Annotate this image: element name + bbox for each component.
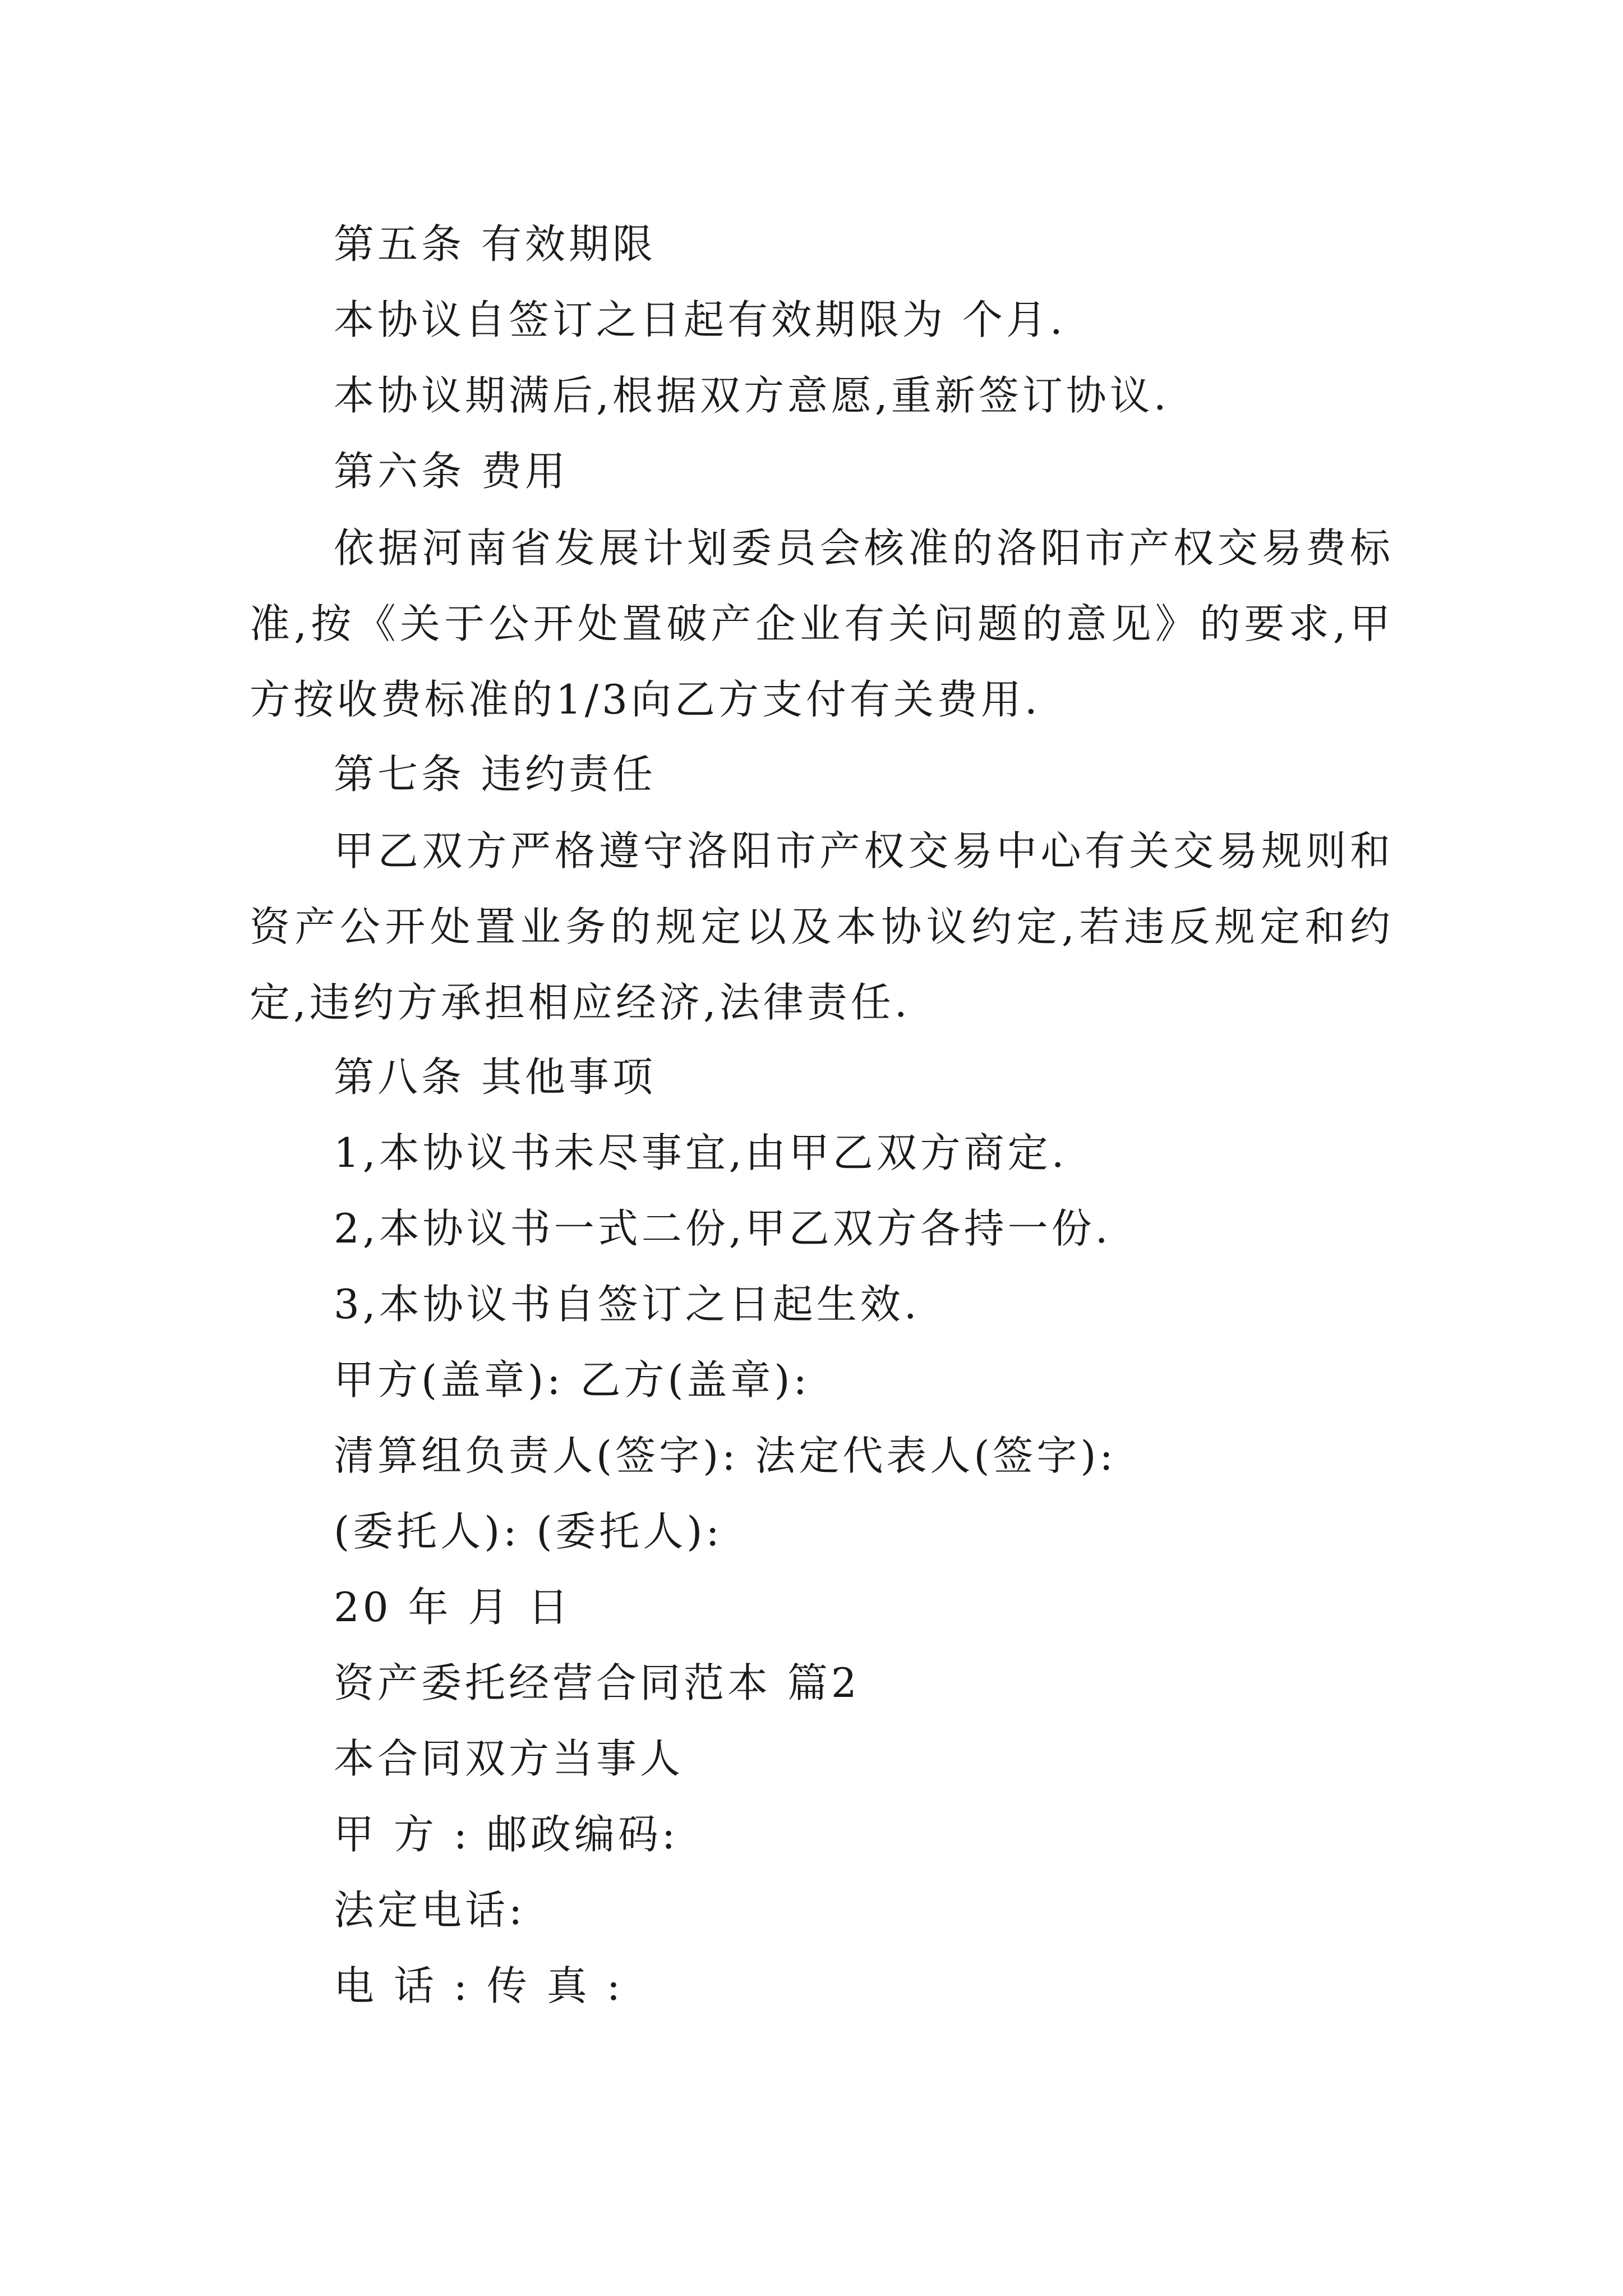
party-a-postal-code: 甲 方 : 邮政编码:: [334, 1811, 679, 1858]
legal-phone: 法定电话:: [334, 1887, 526, 1934]
phone-fax: 电 话 : 传 真 :: [334, 1962, 624, 2009]
article-7-body: 甲乙双方严格遵守洛阳市产权交易中心有关交易规则和资产公开处置业务的规定以及本协议约定,若违反规定和约定,违约方承担相应经济,法律责任.: [250, 827, 1394, 1026]
article-5-clause-1: 本协议自签订之日起有效期限为 个月.: [334, 296, 1066, 343]
signature-date: 20 年 月 日: [334, 1584, 572, 1631]
signature-delegates: (委托人): (委托人):: [334, 1508, 723, 1555]
section-title-part-2: 资产委托经营合同范本 篇2: [334, 1659, 860, 1706]
article-5-clause-2: 本协议期满后,根据双方意愿,重新签订协议.: [334, 372, 1170, 419]
contract-parties-heading: 本合同双方当事人: [334, 1735, 684, 1782]
article-8-item-2: 2,本协议书一式二份,甲乙双方各持一份.: [334, 1205, 1112, 1252]
article-8-heading: 第八条 其他事项: [334, 1053, 656, 1101]
article-8-item-3: 3,本协议书自签订之日起生效.: [334, 1281, 920, 1328]
article-5-heading: 第五条 有效期限: [334, 220, 656, 268]
article-7-heading: 第七条 违约责任: [334, 751, 656, 798]
article-8-item-1: 1,本协议书未尽事宜,由甲乙双方商定.: [334, 1129, 1068, 1176]
article-6-body: 依据河南省发展计划委员会核准的洛阳市产权交易费标准,按《关于公开处置破产企业有关问题的意见》的要求,甲方按收费标准的1/3向乙方支付有关费用.: [250, 524, 1394, 723]
signature-party-seals: 甲方(盖章): 乙方(盖章):: [334, 1356, 810, 1404]
article-6-heading: 第六条 费用: [334, 448, 569, 495]
signature-representatives: 清算组负责人(签字): 法定代表人(签字):: [334, 1432, 1117, 1479]
